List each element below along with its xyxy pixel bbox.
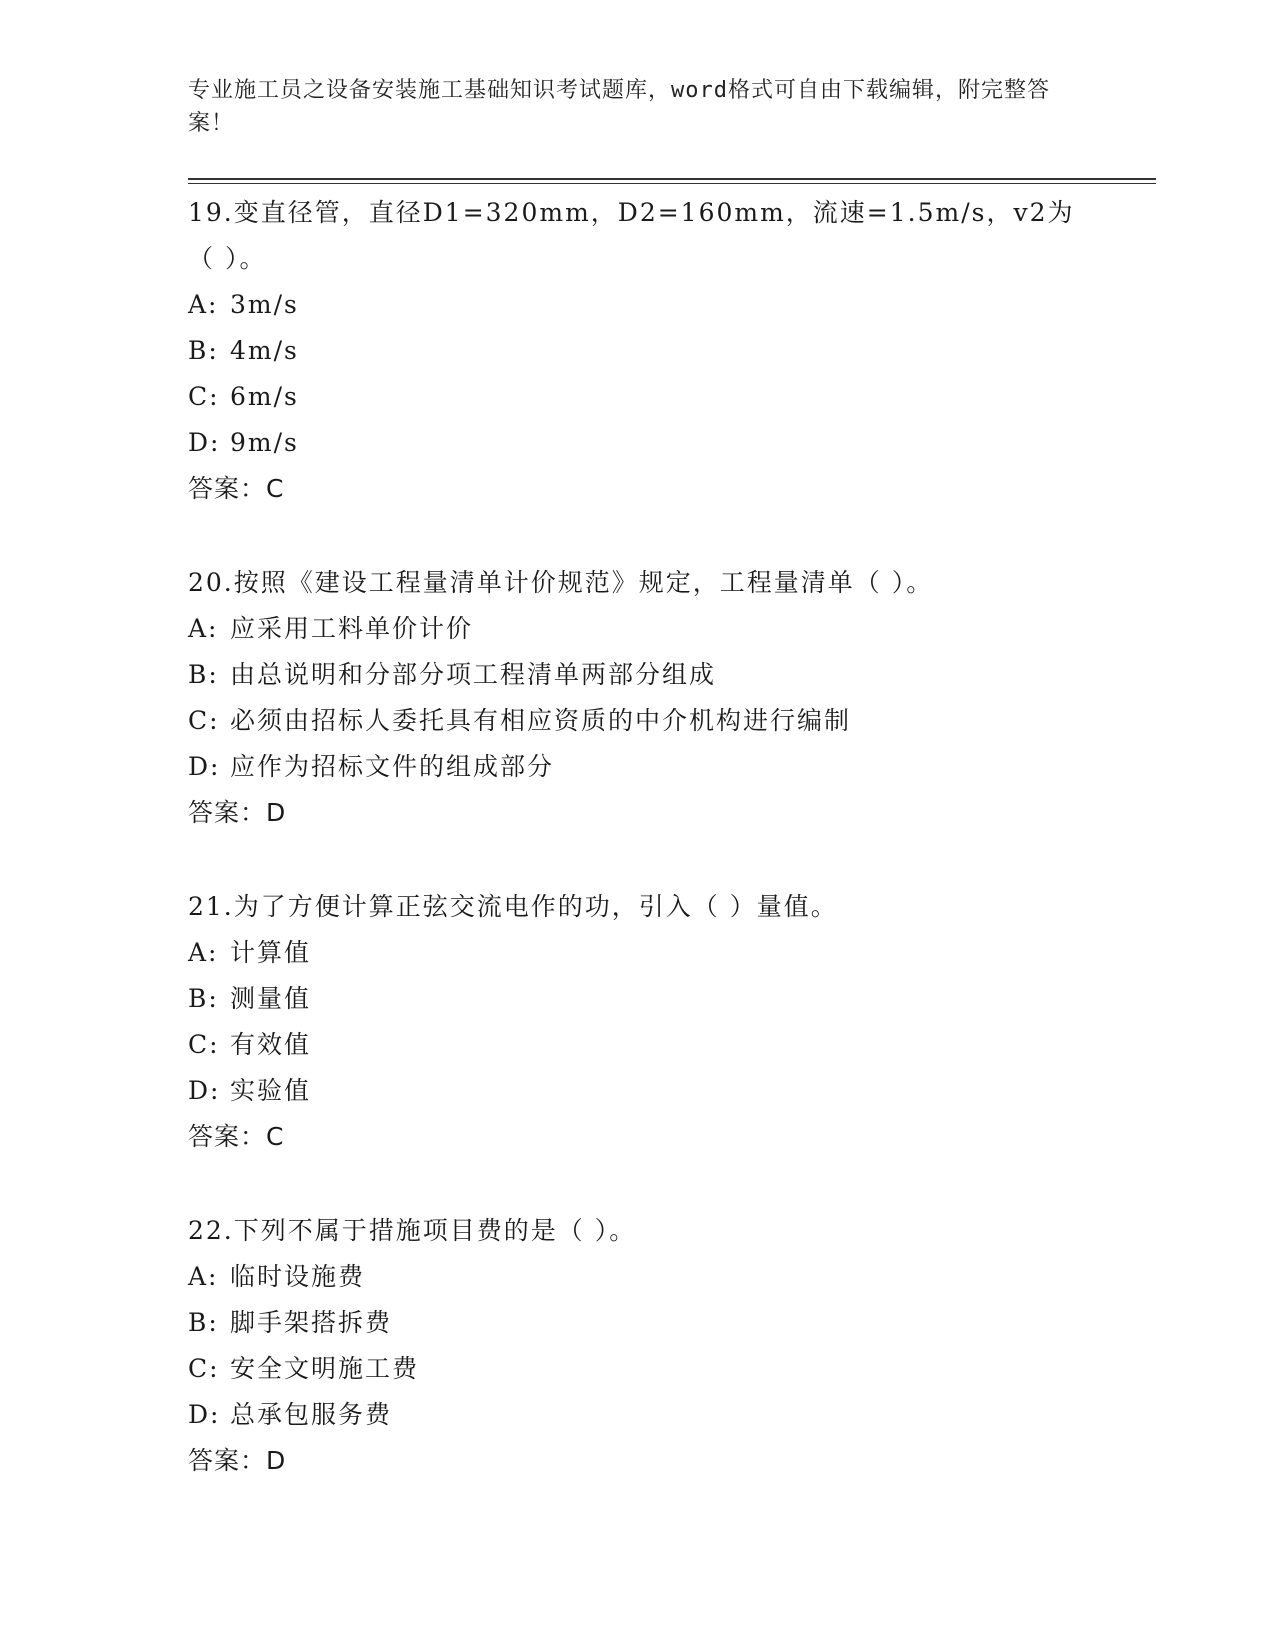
option-text: 6m/s	[230, 382, 299, 411]
option-b	[188, 328, 1088, 374]
option-text: 必须由招标人委托具有相应资质的中介机构进行编制	[230, 706, 852, 735]
answer: 答案：C	[188, 474, 285, 503]
option-text: 计算值	[230, 938, 312, 967]
question-21	[188, 884, 1088, 1160]
option-text: 应采用工料单价计价	[230, 614, 474, 643]
option-a	[188, 606, 1088, 652]
header-text: 专业施工员之设备安装施工基础知识考试题库，word格式可自由下载编辑，附完整答案！	[188, 78, 1050, 136]
question-list	[188, 190, 1088, 1532]
option-letter: D:	[188, 1076, 221, 1105]
option-letter: B:	[188, 984, 219, 1013]
header-rule-thick	[188, 178, 1156, 180]
option-d	[188, 420, 1088, 466]
question-20	[188, 560, 1088, 836]
option-text: 3m/s	[230, 290, 299, 319]
option-text: 临时设施费	[230, 1262, 366, 1291]
option-letter: A:	[188, 938, 219, 967]
option-text: 安全文明施工费	[230, 1354, 420, 1383]
option-letter: B:	[188, 660, 219, 689]
option-text: 总承包服务费	[230, 1400, 393, 1429]
option-b	[188, 652, 1088, 698]
option-letter: C:	[188, 1354, 220, 1383]
option-c	[188, 698, 1088, 744]
option-letter: C:	[188, 706, 220, 735]
option-text: 应作为招标文件的组成部分	[230, 752, 555, 781]
option-letter: A:	[188, 290, 219, 319]
option-text: 实验值	[230, 1076, 312, 1105]
option-letter: A:	[188, 614, 219, 643]
option-c	[188, 374, 1088, 420]
answer: 答案：D	[188, 798, 287, 827]
option-c	[188, 1346, 1088, 1392]
option-d	[188, 1392, 1088, 1438]
option-b	[188, 1300, 1088, 1346]
option-letter: D:	[188, 1400, 221, 1429]
option-a	[188, 282, 1088, 328]
option-text: 9m/s	[230, 428, 299, 457]
option-d	[188, 1068, 1088, 1114]
option-c	[188, 1022, 1088, 1068]
option-b	[188, 976, 1088, 1022]
option-a	[188, 1254, 1088, 1300]
question-stem: 19.变直径管，直径D1=320mm，D2=160mm，流速=1.5m/s，v2为（ ）。	[188, 198, 1075, 273]
question-19	[188, 190, 1088, 512]
answer: 答案：D	[188, 1446, 287, 1475]
option-letter: D:	[188, 752, 221, 781]
question-stem: 20.按照《建设工程量清单计价规范》规定，工程量清单（ ）。	[188, 568, 934, 597]
option-text: 有效值	[230, 1030, 312, 1059]
option-letter: B:	[188, 1308, 219, 1337]
question-stem: 21.为了方便计算正弦交流电作的功，引入（ ）量值。	[188, 892, 838, 921]
option-text: 测量值	[230, 984, 312, 1013]
option-letter: D:	[188, 428, 221, 457]
option-letter: C:	[188, 382, 220, 411]
option-text: 4m/s	[230, 336, 299, 365]
question-stem: 22.下列不属于措施项目费的是（ ）。	[188, 1216, 637, 1245]
option-d	[188, 744, 1088, 790]
answer: 答案：C	[188, 1122, 285, 1151]
option-letter: C:	[188, 1030, 220, 1059]
header-rule-thin	[188, 183, 1156, 184]
option-a	[188, 930, 1088, 976]
option-text: 脚手架搭拆费	[230, 1308, 393, 1337]
option-letter: B:	[188, 336, 219, 365]
option-letter: A:	[188, 1262, 219, 1291]
question-22	[188, 1208, 1088, 1484]
document-header	[188, 74, 1088, 140]
option-text: 由总说明和分部分项工程清单两部分组成	[230, 660, 717, 689]
